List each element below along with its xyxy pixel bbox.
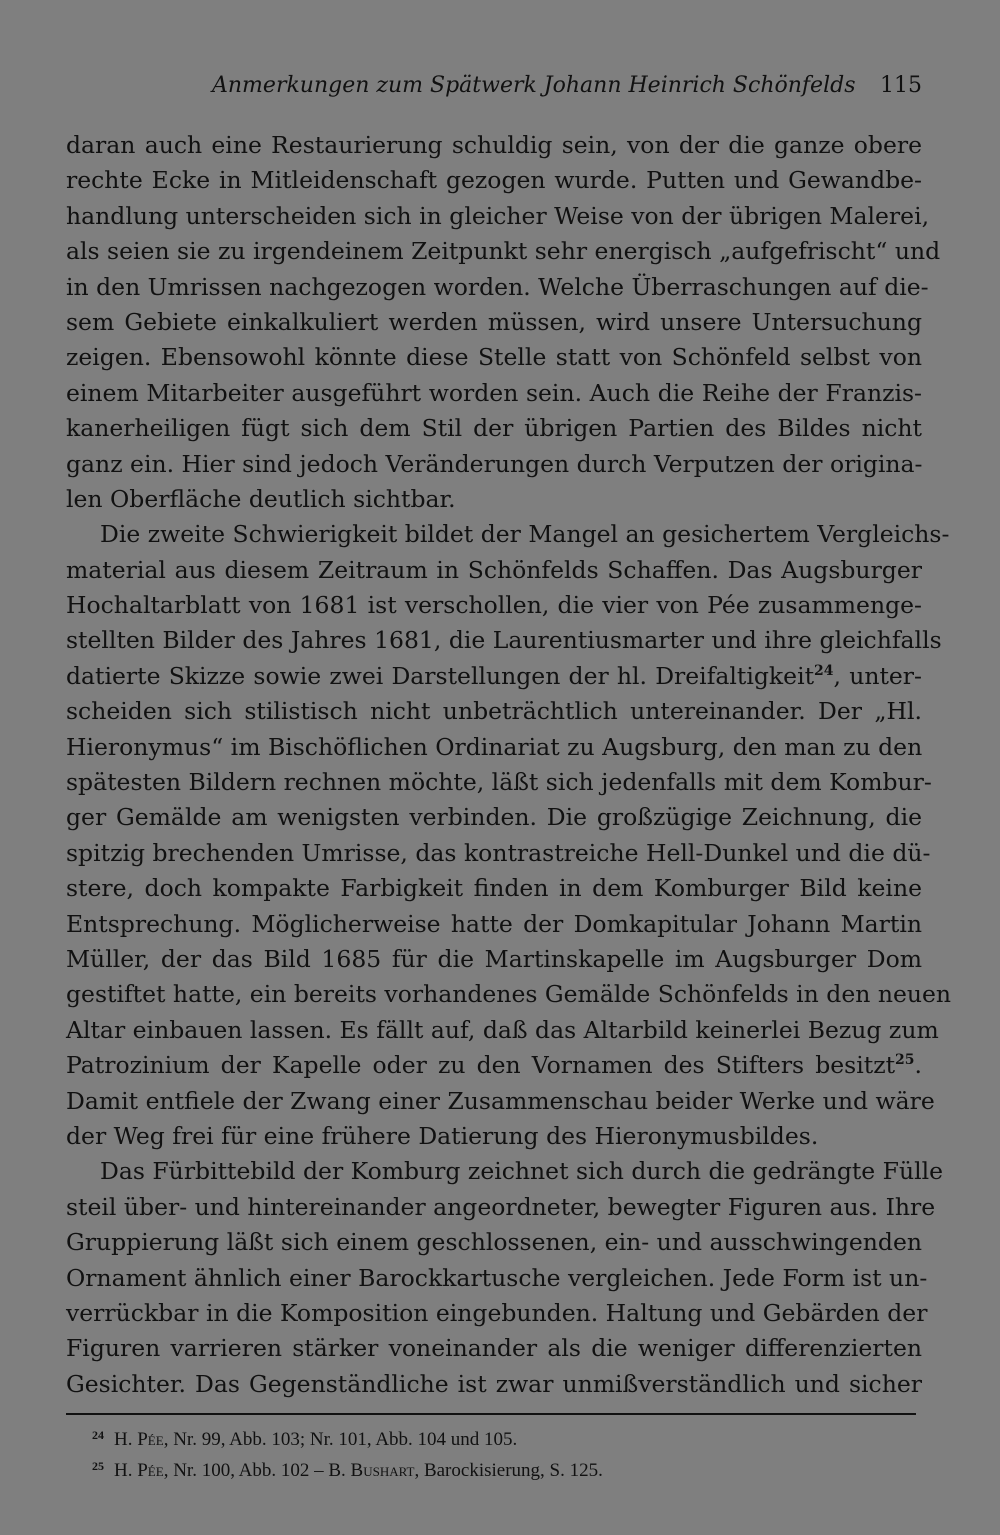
text-line: len Oberfläche deutlich sichtbar. [66,484,456,513]
text-line: Figuren varrieren stärker voneinander als die weniger differenzierten [66,1334,922,1363]
footnote-text: , Nr. 100, Abb. 102 – B. [163,1460,346,1481]
text-line: spätesten Bildern rechnen möchte, läßt sich jedenfalls mit dem Kombur- [66,768,932,797]
page-number: 115 [880,73,922,98]
footnote-text-2: , Barockisierung, S. 125. [414,1460,603,1481]
text-line: als seien sie zu irgendeinem Zeitpunkt sehr energisch „aufgefrischt“ und [66,237,941,266]
text-line: ganz ein. Hier sind jedoch Veränderungen durch Verputzen der origina- [66,449,923,478]
footnote-pre: H. [114,1460,133,1481]
text-line-with-footnote [66,659,922,694]
text-line: Müller, der das Bild 1685 für die Martinskapelle im Augsburger Dom [66,944,922,973]
text-line: Damit entfiele der Zwang einer Zusammenschau beider Werke und wäre [66,1086,935,1115]
text-line-with-footnote [66,1048,922,1083]
footnote-mark: 25 [92,1459,104,1473]
footnote-author: Pée [137,1460,164,1481]
footnote-25 [92,1453,603,1484]
running-title: Anmerkungen zum Spätwerk Johann Heinrich Schönfelds [212,73,856,98]
text-line: einem Mitarbeiter ausgeführt worden sein. Auch die Reihe der Franzis- [66,378,922,407]
text-line: kanerheiligen fügt sich dem Stil der übrigen Partien des Bildes nicht [66,414,922,443]
text-line: verrückbar in die Komposition eingebunden. Haltung und Gebärden der [66,1298,928,1327]
running-head [66,73,922,105]
text-line: Entsprechung. Möglicherweise hatte der Domkapitular Johann Martin [66,909,922,938]
text-line: zeigen. Ebensowohl könnte diese Stelle statt von Schönfeld selbst von [66,343,922,372]
footnote-mark: 24 [92,1428,104,1442]
text-line: daran auch eine Restaurierung schuldig sein, von der die ganze obere [66,131,922,159]
text-line: Das Fürbittebild der Komburg zeichnet sich durch die gedrängte Fülle [100,1157,944,1186]
text-line: in den Umrissen nachgezogen worden. Welche Überraschungen auf die- [66,272,929,301]
text-line: scheiden sich stilistisch nicht unbeträchtlich untereinander. Der „Hl. [66,697,922,726]
text-line: Die zweite Schwierigkeit bildet der Mangel an gesichertem Vergleichs- [100,520,950,549]
footnotes [92,1422,603,1484]
text-line: Gruppierung läßt sich einem geschlossenen, ein- und ausschwingenden [66,1228,922,1257]
text-line: Gesichter. Das Gegenständliche ist zwar unmißverständlich und sicher [66,1369,922,1398]
footnote-pre: H. [114,1429,133,1450]
text-line: stellten Bilder des Jahres 1681, die Laurentiusmarter und ihre gleichfalls [66,626,942,655]
text-line: ger Gemälde am wenigsten verbinden. Die großzügige Zeichnung, die [66,803,922,832]
footnote-rule [66,1413,916,1415]
text-line: Altar einbauen lassen. Es fällt auf, daß das Altarbild keinerlei Bezug zum [66,1015,939,1044]
text-line: Hieronymus“ im Bischöflichen Ordinariat zu Augsburg, den man zu den [66,732,923,761]
text-line: spitzig brechenden Umrisse, das kontrastreiche Hell-Dunkel und die dü- [66,838,931,867]
body-text [66,128,952,1402]
footnote-author: Pée [137,1429,164,1450]
text-line: stere, doch kompakte Farbigkeit finden in dem Komburger Bild keine [66,874,922,903]
footnote-text: , Nr. 99, Abb. 103; Nr. 101, Abb. 104 und 105. [163,1429,518,1450]
text-line: der Weg frei für eine frühere Datierung des Hieronymusbildes. [66,1121,819,1150]
paragraph-3 [66,1154,944,1402]
line-text: datierte Skizze sowie zwei Darstellungen der hl. Dreifaltigkeit [66,661,815,690]
footnote-ref-24[interactable]: 24 [814,662,834,679]
text-line: sem Gebiete einkalkuliert werden müssen, wird unsere Untersuchung [66,307,922,336]
text-line: Hochaltarblatt von 1681 ist verschollen, die vier von Pée zusammenge- [66,591,922,620]
text-line: rechte Ecke in Mitleidenschaft gezogen wurde. Putten und Gewandbe- [66,166,922,195]
text-line: gestiftet hatte, ein bereits vorhandenes Gemälde Schönfelds in den neuen [66,980,952,1009]
line-text-tail: , unter- [833,661,922,690]
line-text-tail: . [914,1051,922,1080]
text-line: material aus diesem Zeitraum in Schönfelds Schaffen. Das Augsburger [66,555,922,584]
text-line: handlung unterscheiden sich in gleicher Weise von der übrigen Malerei, [66,201,930,230]
footnote-author-2: Bushart [350,1460,415,1481]
line-text: Patrozinium der Kapelle oder zu den Vornamen des Stifters besitzt [66,1051,896,1080]
footnote-24 [92,1422,603,1453]
paragraph-1 [66,128,941,517]
text-line: steil über- und hintereinander angeordneter, bewegter Figuren aus. Ihre [66,1192,936,1221]
footnote-ref-25[interactable]: 25 [895,1052,915,1069]
paragraph-2 [66,517,952,1154]
text-line: Ornament ähnlich einer Barockkartusche vergleichen. Jede Form ist un- [66,1263,928,1292]
